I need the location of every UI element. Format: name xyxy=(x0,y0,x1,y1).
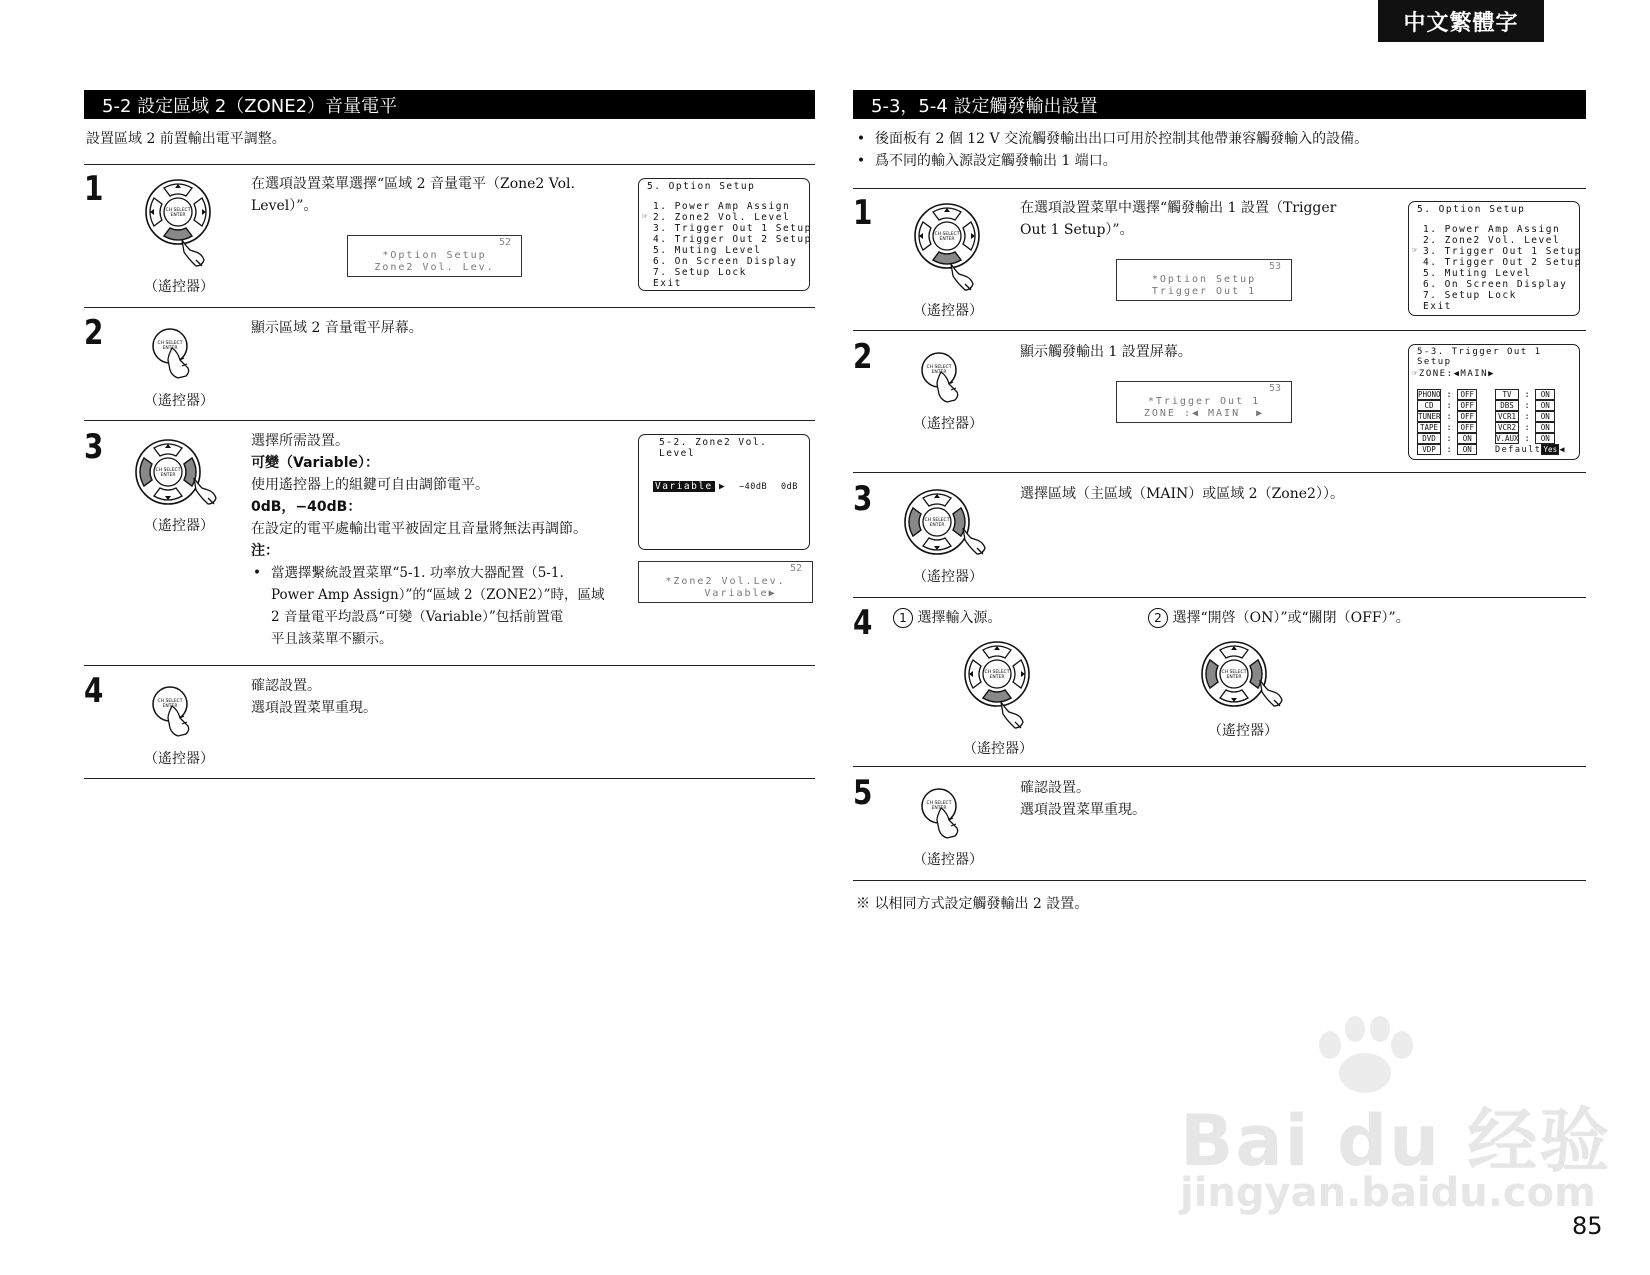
section-title-5-3: 5-3，5-4 設定觸發輸出設置 xyxy=(853,90,1586,119)
remote-dpad-icon xyxy=(963,640,1043,735)
sub-step-1: 1 選擇輸入源。 xyxy=(893,607,1001,629)
remote-caption: （遙控器） xyxy=(913,303,983,319)
divider xyxy=(853,330,1586,331)
enter-button-icon xyxy=(919,350,979,412)
lcd-display: 53 *Trigger Out 1 ZONE :◀ MAIN ▶ xyxy=(1116,381,1292,423)
remote-caption: （遙控器） xyxy=(963,741,1033,757)
remote-caption: （遙控器） xyxy=(144,518,214,534)
watermark-url: jingyan.baidu.com xyxy=(1180,1170,1596,1216)
remote-caption: （遙控器） xyxy=(1208,723,1278,739)
step-number: 3 xyxy=(853,479,873,519)
option-setup-menu: 5. Option Setup ☞ 1. Power Amp Assign 2. Zone2 Vol. Level 3. Trigger Out 1 Setup 4. Trigger Out 2 Setup 5. Muting Level 6. On Screen Display 7. Setup Lock Exit xyxy=(1408,201,1580,316)
lcd-display: 52 *Option Setup Zone2 Vol. Lev. xyxy=(347,235,522,277)
remote-dpad-icon xyxy=(134,438,224,513)
remote-caption: （遙控器） xyxy=(144,393,214,409)
step-number: 2 xyxy=(84,313,104,353)
section-intro: 設置區域 2 前置輸出電平調整。 xyxy=(86,131,286,147)
paw-logo-icon xyxy=(1300,1015,1430,1095)
remote-caption: （遙控器） xyxy=(913,416,983,432)
enter-button-icon xyxy=(150,684,210,746)
remote-dpad-icon xyxy=(144,178,224,273)
step-number: 5 xyxy=(853,773,873,813)
divider xyxy=(853,766,1586,767)
enter-button-icon xyxy=(150,326,210,388)
step-text: 顯示觸發輸出 1 設置屏幕。 xyxy=(1020,344,1192,360)
divider xyxy=(84,420,815,421)
divider xyxy=(84,665,815,666)
language-tab: 中文繁體字 xyxy=(1378,0,1544,42)
option-setup-menu: 5. Option Setup ☞ 1. Power Amp Assign 2. Zone2 Vol. Level 3. Trigger Out 1 Setup 4. Trigger Out 2 Setup 5. Muting Level 6. On Screen Display 7. Setup Lock Exit xyxy=(638,178,810,291)
remote-caption: （遙控器） xyxy=(913,852,983,868)
section-intro-bullets: • 後面板有 2 個 12 V 交流觸發輸出出口可用於控制其他帶兼容觸發輸入的設備。 • 爲不同的輸入源設定觸發輸出 1 端口。 xyxy=(856,131,1369,169)
remote-dpad-icon xyxy=(913,202,993,297)
enter-button-icon xyxy=(919,786,979,848)
divider xyxy=(84,164,815,165)
step-text: 確認設置。 選項設置菜單重現。 xyxy=(1020,780,1146,818)
step-number: 4 xyxy=(853,603,873,643)
lcd-display: 53 *Option Setup Trigger Out 1 xyxy=(1116,259,1292,301)
remote-caption: （遙控器） xyxy=(144,279,214,295)
selected-option: Variable xyxy=(655,481,713,492)
divider xyxy=(84,778,815,779)
step-text: 確認設置。 選項設置菜單重現。 xyxy=(251,678,377,716)
step-number: 1 xyxy=(853,193,873,233)
right-source-list: TV : ON DBS : ON VCR1 : ON VCR2 : ON V.AUX : ON Default Yes ◀ xyxy=(1495,390,1566,455)
step-number: 1 xyxy=(84,169,104,209)
step-text: 在選項設置菜單選擇“區域 2 音量電平（Zone2 Vol. Level）”。 xyxy=(251,176,575,214)
right-arrow-icon: ▶ xyxy=(719,481,727,492)
remote-caption: （遙控器） xyxy=(913,569,983,585)
trigger-out-1-screen: 5-3. Trigger Out 1 Setup ☞ZONE:◀MAIN▶ PHONO : OFF CD : OFF TUNER : OFF TAPE : OFF DVD : ON VDP : ON TV : ON DBS : ON VCR1 : ON VCR2 : ON V.AUX : ON Default Yes ◀ xyxy=(1408,344,1580,460)
sub-step-2: 2 選擇“開啓（ON）”或“關閉（OFF）”。 xyxy=(1148,607,1410,629)
divider xyxy=(853,472,1586,473)
step-number: 2 xyxy=(853,337,873,377)
step-text: 在選項設置菜單中選擇“觸發輸出 1 設置（Trigger Out 1 Setup）”。 xyxy=(1020,200,1337,238)
left-source-list: PHONO : OFF CD : OFF TUNER : OFF TAPE : OFF DVD : ON VDP : ON xyxy=(1417,389,1487,455)
remote-caption: （遙控器） xyxy=(144,751,214,767)
remote-dpad-icon xyxy=(903,488,993,563)
remote-dpad-icon xyxy=(1200,640,1290,715)
menu-cursor-icon: ☞ xyxy=(1412,246,1419,256)
divider xyxy=(84,307,815,308)
menu-cursor-icon: ☞ xyxy=(642,212,649,222)
divider xyxy=(853,880,1586,881)
step-number: 3 xyxy=(84,427,104,467)
footnote: ※ 以相同方式設定觸發輸出 2 設置。 xyxy=(856,896,1089,912)
section-title-5-2: 5-2 設定區域 2（ZONE2）音量電平 xyxy=(84,90,815,119)
step-number: 4 xyxy=(84,671,104,711)
divider xyxy=(853,597,1586,598)
watermark-brand: Bai du 经验 xyxy=(1180,1100,1612,1182)
zone2-vol-level-screen: 5-2. Zone2 Vol. Level Variable ▶ −40dB 0dB xyxy=(638,434,810,550)
divider xyxy=(853,188,1586,189)
step-text-block: 選擇所需設置。 可變（Variable）： 使用遙控器上的組鍵可自由調節電平。 0dB，−40dB： 在設定的電平處輸出電平被固定且音量將無法再調節。 注： • 當選擇繫統設置菜單“5-1. 功率放大器配置（5-1. Power Amp Assign）”的“區域 2（ZONE2）”時，區域 2 音量電平均設爲“可變（Variable）”包括前置電 平且該菜單不顯示。 xyxy=(251,433,605,647)
page-number: 85 xyxy=(1572,1212,1603,1240)
step-text: 顯示區域 2 音量電平屏幕。 xyxy=(251,320,423,336)
lcd-display: 52 *Zone2 Vol.Lev. Variable▶ xyxy=(638,561,813,603)
step-text: 選擇區域（主區域（MAIN）或區域 2（Zone2））。 xyxy=(1020,486,1344,502)
